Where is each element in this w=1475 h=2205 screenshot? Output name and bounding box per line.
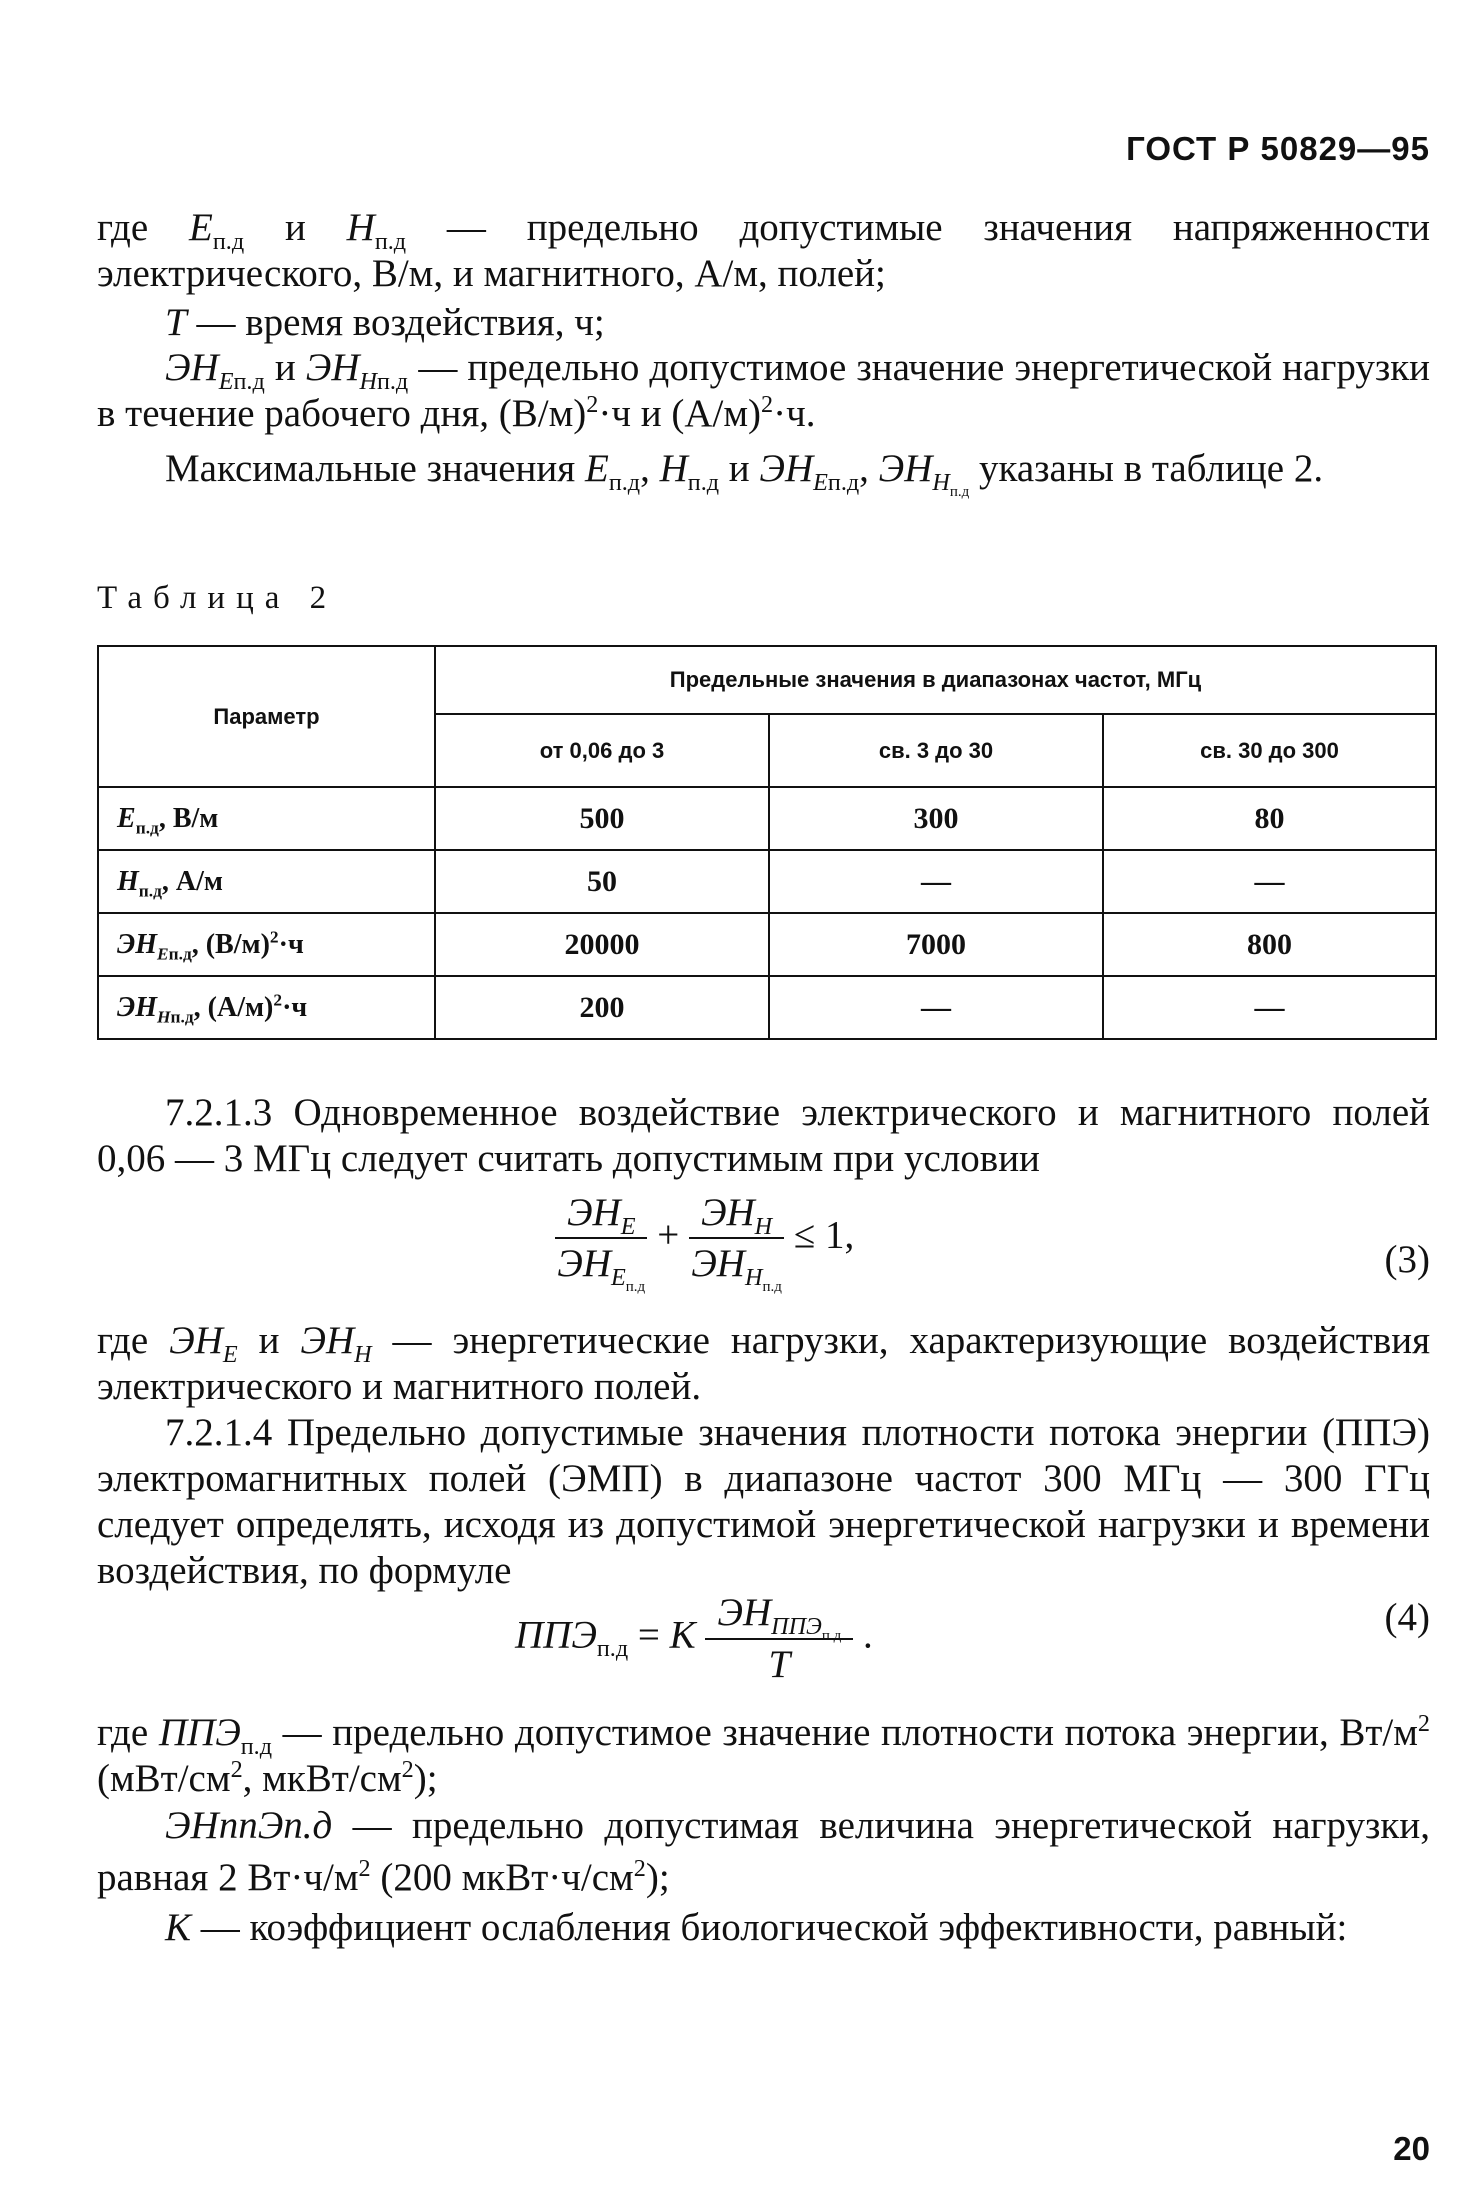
definition-eh-e-h: где $ЭH_E$ и $ЭH_H$ — энергетические нагрузки, характеризующие воздействия электрического и магнитного полей.	[97, 1319, 1431, 1408]
table-cell: 20000	[435, 913, 769, 976]
table-cell: —	[1103, 850, 1436, 913]
page-number: 20	[1393, 2130, 1430, 2167]
table-cell: 7000	[769, 913, 1103, 976]
definition-energy-load: $ЭH_{Eп.д}$ и $ЭH_{Hп.д}$ — предельно допустимое значение энергетической нагрузки в течение рабочего дня, $(В/м)^2\cdot ч$ и $(А/м)^2\cdot ч$.	[97, 346, 1431, 435]
document-header: ГОСТ Р 50829—95	[1126, 130, 1430, 167]
clause-7-2-1-3: 7.2.1.3 Одновременное воздействие электрического и магнитного полей 0,06 — 3 МГц следует считать допустимым при условии	[97, 1091, 1430, 1180]
row-label: $E_{п.д}$, В/м	[98, 787, 435, 850]
table-cell: 50	[435, 850, 769, 913]
table-cell: —	[769, 976, 1103, 1039]
equation-3: $\frac{ЭH_E}{ЭH_{E_{п.д}}}$ + $\frac{ЭH_H}{ЭH_{H_{п.д}}}$ ≤ 1,	[555, 1190, 854, 1287]
table-caption: Таблица 2	[97, 580, 338, 616]
table-cell: 300	[769, 787, 1103, 850]
clause-7-2-1-4: 7.2.1.4 Предельно допустимые значения плотности потока энергии (ППЭ) электромагнитных полей (ЭМП) в диапазоне частот 300 МГц — 300 ГГц следует определять, исходя из допустимой энергетической нагрузки и времени воздействия, по формуле	[97, 1411, 1430, 1592]
definition-eh-ppe: ЭНппЭп.д — предельно допустимая величина энергетической нагрузки, равная 2 $Вт\cdot ч/м^2$ (200 $мкВт\cdot ч/см^2$);	[97, 1804, 1430, 1899]
equation-4-number: (4)	[1384, 1596, 1430, 1639]
table-header-group: Предельные значения в диапазонах частот, МГц	[435, 646, 1436, 714]
table-column-header: от 0,06 до 3	[435, 714, 769, 787]
table-cell: 500	[435, 787, 769, 850]
table-cell: 800	[1103, 913, 1436, 976]
definition-k: K — коэффициент ослабления биологической эффективности, равный:	[165, 1906, 1348, 1949]
definition-ppe: где $ППЭ_{п.д}$ — предельно допустимое значение плотности потока энергии, $Вт/м^2$ ($мВт/см^2$, мкВт/$см^2$);	[97, 1710, 1431, 1800]
equation-4: $ППЭ_{п.д} = K$ $\frac{ЭH_{ППЭ_{п.д}}}{T}$ .	[515, 1591, 873, 1686]
table-column-header: св. 3 до 30	[769, 714, 1103, 787]
limits-table	[97, 645, 1437, 1040]
row-label: $ЭH_{Eп.д}$, $(В/м)^2\cdot ч$	[98, 913, 435, 976]
table-header-param: Параметр	[98, 646, 435, 787]
definition-t: T — время воздействия, ч;	[165, 301, 605, 344]
table-column-header: св. 30 до 300	[1103, 714, 1436, 787]
equation-3-number: (3)	[1384, 1238, 1430, 1281]
table-row	[98, 850, 1436, 913]
definition-e-h: где $E_{п.д}$ и $H_{п.д}$ — предельно допустимые значения напряженности электрического, В/м, и магнитного, А/м, полей;	[97, 206, 1431, 295]
table-row	[98, 913, 1436, 976]
row-label: $H_{п.д}$, А/м	[98, 850, 435, 913]
table-row	[98, 976, 1436, 1039]
table-cell: —	[1103, 976, 1436, 1039]
table-cell: 80	[1103, 787, 1436, 850]
row-label: $ЭH_{Hп.д}$, $(А/м)^2\cdot ч$	[98, 976, 435, 1039]
table-cell: 200	[435, 976, 769, 1039]
table-cell: —	[769, 850, 1103, 913]
max-values-paragraph: Максимальные значения $E_{п.д}$, $H_{п.д}$ и $ЭH_{Eп.д}$, $ЭH_{H_{п.д}}$ указаны в таблице 2.	[165, 447, 1324, 500]
table-row	[98, 787, 1436, 850]
